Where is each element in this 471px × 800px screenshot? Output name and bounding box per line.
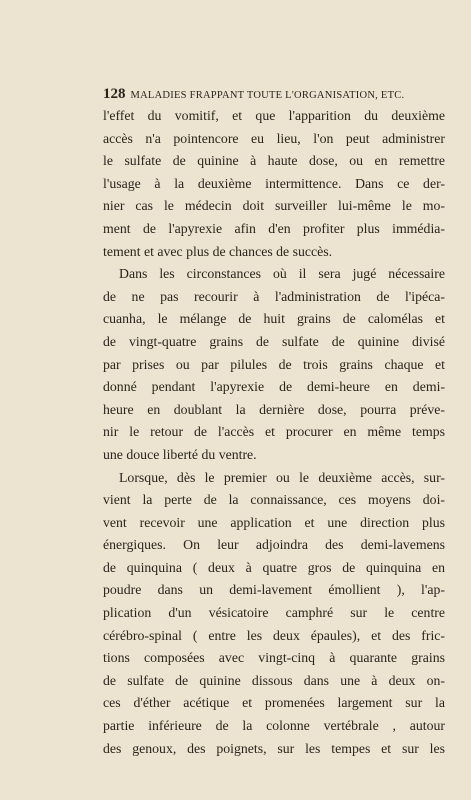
text-line: accès n'a pointencore eu lieu, l'on peut administrer: [103, 130, 445, 146]
text-line: tement et avec plus de chances de succès.: [103, 243, 333, 259]
text-line: l'effet du vomitif, et que l'apparition du deuxième: [103, 108, 445, 123]
text-line: des genoux, des poignets, sur les tempes et sur les: [103, 740, 445, 756]
text-line: l'usage à la deuxième intermittence. Dans ce der-: [103, 175, 445, 191]
text-line: énergiques. On leur adjoindra des demi-lavemens: [103, 537, 445, 553]
text-line: poudre dans un demi-lavement émollient ), l'ap-: [103, 582, 445, 598]
text-line: par prises ou par pilules de trois grains chaque et: [103, 356, 445, 372]
paragraph-2: [103, 263, 445, 466]
text-line: Lorsque, dès le premier ou le deuxième accès, sur-: [119, 469, 445, 485]
text-line: de sulfate de quinine dissous dans une à deux on-: [103, 672, 445, 688]
text-line: ment de l'apyrexie afin d'en profiter plus immédia-: [103, 220, 445, 236]
text-line: Dans les circonstances où il sera jugé nécessaire: [119, 266, 445, 282]
text-line: le sulfate de quinine à haute dose, ou en remettre: [103, 153, 445, 169]
text-line: une douce liberté du ventre.: [103, 446, 257, 462]
text-line: vient la perte de la connaissance, ces moyens doi-: [103, 492, 445, 508]
text-line: heure en doublant la dernière dose, pourra préve-: [103, 401, 445, 417]
text-line: vent recevoir une application et une direction plus: [103, 514, 445, 530]
text-line: ces d'éther acétique et promenées largement sur la: [103, 695, 445, 711]
text-line: tions composées avec vingt-cinq à quarante grains: [103, 650, 445, 666]
text-line: de ne pas recourir à l'administration de l'ipéca-: [103, 288, 445, 304]
text-line: plication d'un vésicatoire camphré sur le centre: [103, 605, 445, 621]
page-header: [103, 86, 445, 103]
page-number: 128: [103, 86, 126, 102]
body-text: [103, 105, 445, 760]
text-line: cuanha, le mélange de huit grains de calomélas et: [103, 311, 445, 327]
paragraph-3: [103, 467, 445, 761]
text-line: de vingt-quatre grains de sulfate de quinine divisé: [103, 333, 445, 349]
text-line: cérébro-spinal ( entre les deux épaules), et des fric-: [103, 627, 445, 643]
running-head: MALADIES FRAPPANT TOUTE L'ORGANISATION, ETC.: [130, 90, 405, 101]
paragraph-1: [103, 105, 445, 263]
text-line: donné pendant l'apyrexie de demi-heure en demi-: [103, 379, 445, 395]
text-line: nier cas le médecin doit surveiller lui-même le mo-: [103, 198, 445, 214]
text-line: partie inférieure de la colonne vertébrale , autour: [103, 718, 445, 734]
text-line: nir le retour de l'accès et procurer en même temps: [103, 424, 445, 440]
text-line: de quinquina ( deux à quatre gros de quinquina en: [103, 559, 445, 575]
